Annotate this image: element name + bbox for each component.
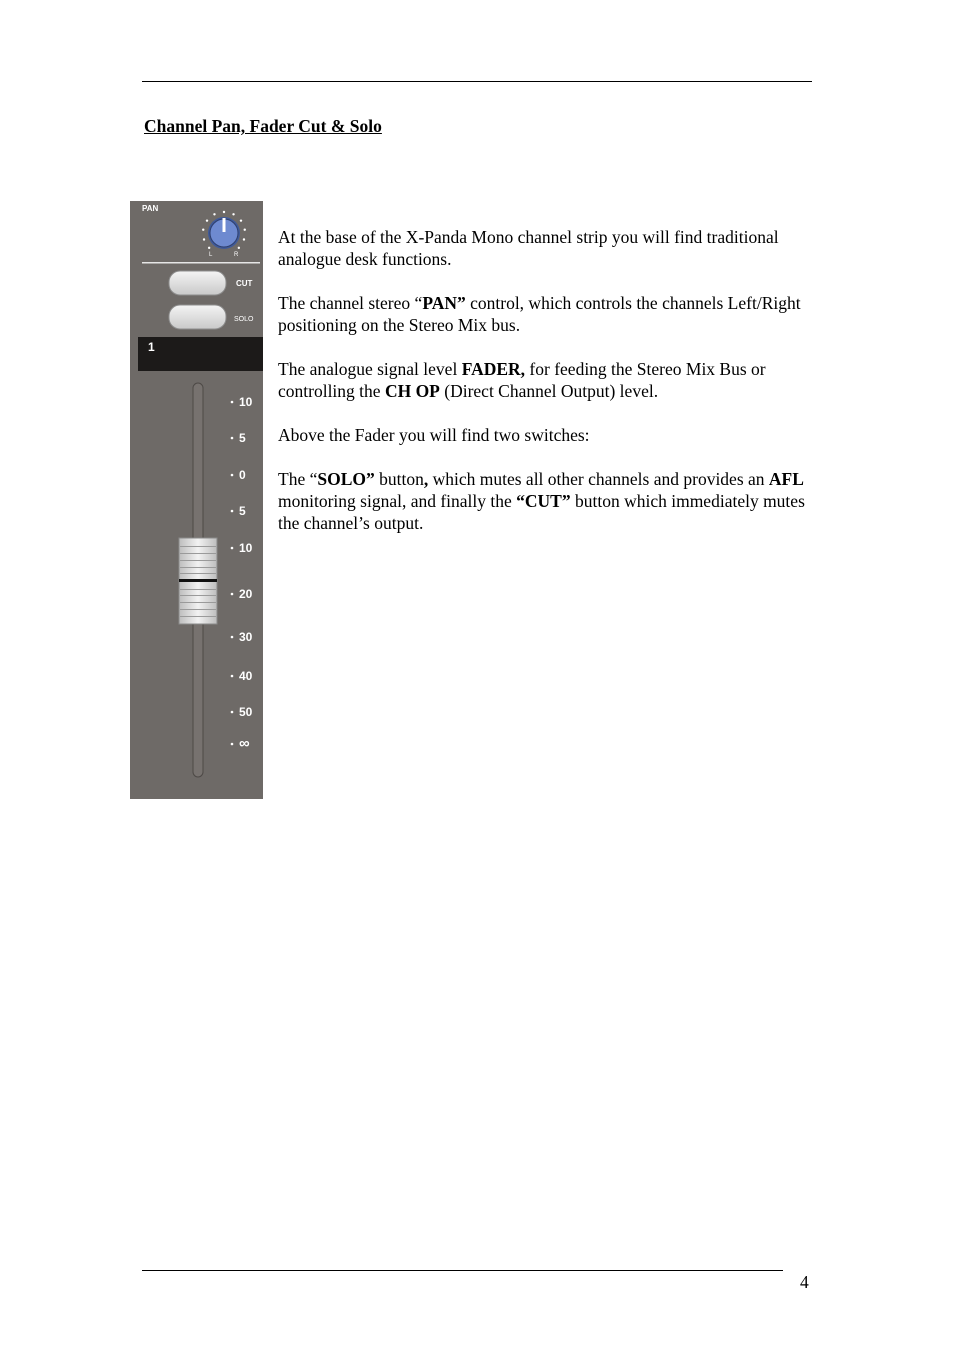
fader-scale-label: 20 [239, 587, 253, 601]
fader-ridge [180, 616, 216, 617]
text-run-bold: “CUT” [516, 491, 571, 511]
fader-ridge [180, 546, 216, 547]
footer-rule [142, 1270, 783, 1271]
channel-strip-image [130, 201, 263, 799]
fader-cap-line [179, 579, 217, 582]
text-run: button which immediately mutes the channel’s output. [278, 491, 805, 533]
fader-scale-label: 5 [239, 504, 246, 518]
fader-scale-dot [231, 547, 234, 550]
fader-scale-label: 50 [239, 705, 253, 719]
fader-scale-label: 30 [239, 630, 253, 644]
fader-scale-label: ∞ [239, 735, 250, 752]
text-run: The channel stereo “ [278, 293, 423, 313]
text-run: which mutes all other channels and provides an [428, 469, 769, 489]
fader-scale-label: 0 [239, 468, 246, 482]
pan-right-label: R [234, 252, 239, 258]
fader-ridge [180, 589, 216, 590]
cut-button[interactable] [169, 271, 226, 295]
fader-scale-dot [231, 401, 234, 404]
solo-label: SOLO [234, 316, 254, 323]
paragraph [278, 358, 808, 402]
text-run: (Direct Channel Output) level. [439, 381, 659, 401]
text-run: control, which controls the channels Left/Right positioning on the Stereo Mix bus. [278, 293, 801, 335]
text-run: At the base of the X-Panda Mono channel strip you will find traditional analogue desk functions. [278, 227, 779, 269]
page-number: 4 [800, 1272, 809, 1292]
pan-scale-dot [208, 247, 210, 249]
text-run: The analogue signal level [278, 359, 462, 379]
fader-cap[interactable] [179, 538, 217, 624]
paragraph [278, 424, 808, 446]
fader-ridge [180, 560, 216, 561]
fader-scale-dot [231, 437, 234, 440]
text-run-bold: FADER, [461, 359, 526, 379]
fader-scale-dot [231, 743, 234, 746]
fader-ridge [180, 567, 216, 568]
fader-scale-label: 5 [239, 431, 246, 445]
pan-scale-dot [232, 213, 234, 215]
fader-ridge [180, 609, 216, 610]
solo-button[interactable] [169, 305, 226, 329]
fader-scale-dot [231, 510, 234, 513]
fader-ridge [180, 573, 216, 574]
paragraph [278, 226, 808, 270]
fader-scale-dot [231, 675, 234, 678]
body-text [278, 226, 808, 556]
fader-scale-dot [231, 636, 234, 639]
pan-scale-dot [213, 213, 215, 215]
text-run: for feeding the Stereo Mix Bus or controlling the [278, 359, 766, 401]
fader-ridge [180, 553, 216, 554]
text-run: The “ [278, 469, 318, 489]
text-run-bold: , [423, 469, 429, 489]
paragraph [278, 292, 808, 336]
fader-scale-dot [231, 593, 234, 596]
fader-scale-label: 10 [239, 541, 253, 555]
pan-scale-dot [244, 229, 246, 231]
pan-scale-dot [223, 211, 225, 213]
section-heading: Channel Pan, Fader Cut & Solo [144, 116, 382, 136]
fader-ridge [180, 602, 216, 603]
text-run: Above the Fader you will find two switches: [278, 425, 590, 445]
paragraph [278, 468, 808, 534]
pan-scale-dot [206, 219, 208, 221]
channel-number: 1 [148, 340, 155, 354]
pan-label: PAN [142, 204, 159, 213]
pan-left-label: L [209, 252, 213, 258]
pan-scale-dot [243, 238, 245, 240]
fader-scale-dot [231, 711, 234, 714]
text-run: button [374, 469, 424, 489]
text-run-bold: CH OP [384, 381, 440, 401]
cut-label: CUT [236, 279, 253, 288]
strip-divider [142, 262, 260, 264]
header-rule [142, 81, 812, 82]
pan-scale-dot [202, 229, 204, 231]
scribble-strip [138, 337, 263, 371]
text-run-bold: PAN” [422, 293, 466, 313]
pan-scale-dot [238, 247, 240, 249]
fader-scale-label: 10 [239, 395, 253, 409]
fader-scale-dot [231, 474, 234, 477]
fader-ridge [180, 595, 216, 596]
pan-pointer [223, 218, 226, 232]
fader-scale-label: 40 [239, 669, 253, 683]
pan-scale-dot [240, 219, 242, 221]
text-run-bold: AFL [768, 469, 804, 489]
text-run: monitoring signal, and finally the [278, 491, 517, 511]
text-run-bold: SOLO” [317, 469, 375, 489]
pan-scale-dot [203, 238, 205, 240]
